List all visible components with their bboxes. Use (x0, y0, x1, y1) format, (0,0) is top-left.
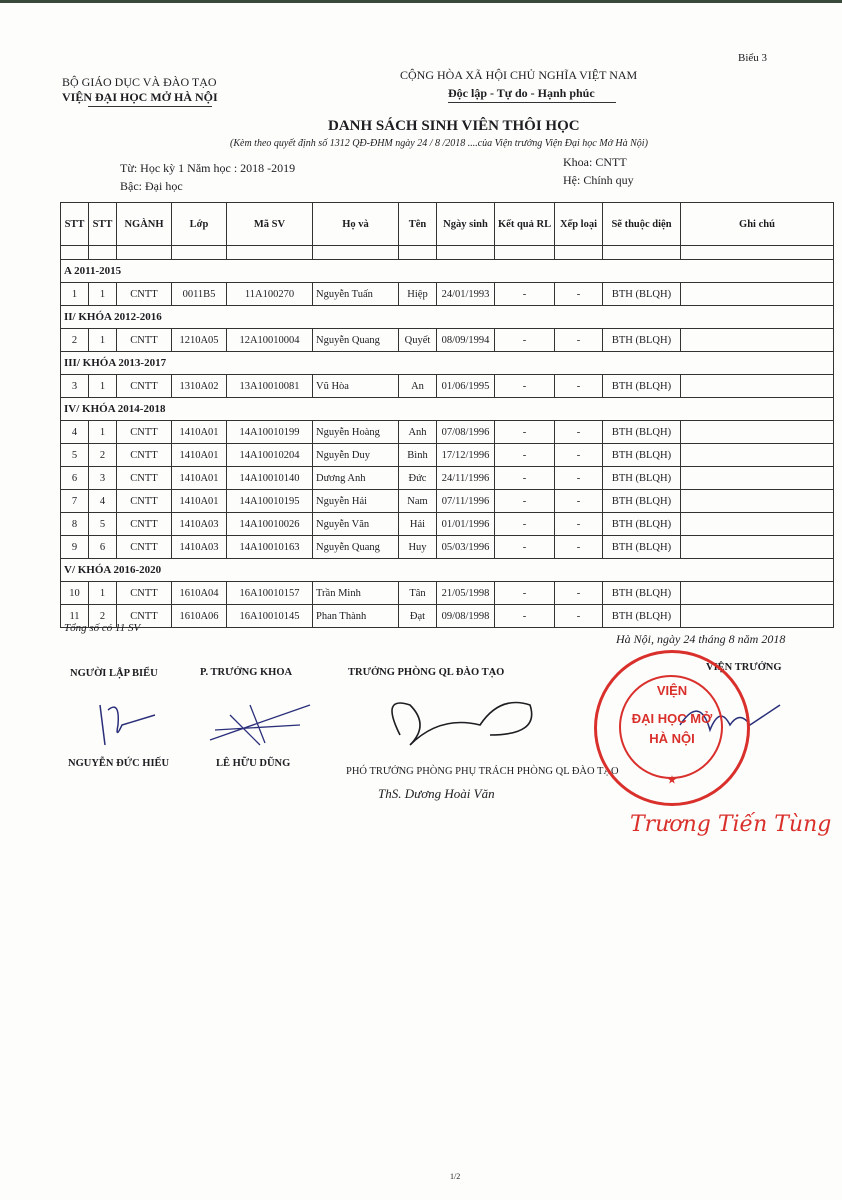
spacer-row (61, 246, 834, 260)
document-title: DANH SÁCH SINH VIÊN THÔI HỌC (328, 118, 580, 134)
column-header: STT (89, 203, 117, 246)
table-cell: 07/08/1996 (437, 421, 495, 444)
preparer-title: NGƯỜI LẬP BIỂU (70, 668, 158, 679)
table-cell: CNTT (117, 444, 172, 467)
table-cell: BTH (BLQH) (603, 513, 681, 536)
term-info: Từ: Học kỳ 1 Năm học : 2018 -2019 (120, 161, 296, 175)
total-count: Tổng số có 11 SV (64, 622, 141, 634)
table-cell: 1610A06 (172, 605, 227, 628)
table-cell: Phan Thành (313, 605, 399, 628)
section-row (61, 559, 834, 582)
table-cell: - (495, 536, 555, 559)
system-info: Hệ: Chính quy (563, 173, 634, 187)
column-header: Mã SV (227, 203, 313, 246)
form-number: Biểu 3 (738, 52, 768, 64)
table-cell: - (555, 490, 603, 513)
table-row (61, 582, 834, 605)
institute-name: VIỆN ĐẠI HỌC MỞ HÀ NỘI (62, 90, 218, 104)
section-row (61, 352, 834, 375)
section-title: II/ KHÓA 2012-2016 (61, 306, 834, 329)
table-cell: - (495, 329, 555, 352)
table-cell: CNTT (117, 605, 172, 628)
table-cell: 07/11/1996 (437, 490, 495, 513)
column-header: Kết quả RL (495, 203, 555, 246)
table-cell: 1410A01 (172, 467, 227, 490)
table-cell: BTH (BLQH) (603, 536, 681, 559)
table-cell: CNTT (117, 329, 172, 352)
table-row (61, 605, 834, 628)
table-cell: Nguyễn Duy (313, 444, 399, 467)
table-cell: - (495, 444, 555, 467)
table-cell: - (555, 536, 603, 559)
table-cell: 17/12/1996 (437, 444, 495, 467)
table-cell: Nguyễn Quang (313, 329, 399, 352)
table-cell: BTH (BLQH) (603, 375, 681, 398)
table-cell: 1 (89, 375, 117, 398)
table-cell: 14A10010163 (227, 536, 313, 559)
column-header: Lớp (172, 203, 227, 246)
table-cell: 14A10010195 (227, 490, 313, 513)
table-cell: Nam (399, 490, 437, 513)
table-cell: - (555, 467, 603, 490)
table-cell: CNTT (117, 582, 172, 605)
table-cell: 4 (89, 490, 117, 513)
table-cell: 01/01/1996 (437, 513, 495, 536)
table-cell: 21/05/1998 (437, 582, 495, 605)
table-cell: - (555, 582, 603, 605)
table-row (61, 375, 834, 398)
table-cell: 14A10010199 (227, 421, 313, 444)
faculty-info: Khoa: CNTT (563, 155, 627, 169)
table-cell: 7 (61, 490, 89, 513)
table-cell: 16A10010157 (227, 582, 313, 605)
table-cell: Hiệp (399, 283, 437, 306)
column-header: Ghi chú (681, 203, 834, 246)
table-row (61, 283, 834, 306)
table-cell: - (555, 421, 603, 444)
table-cell (681, 421, 834, 444)
table-cell (681, 513, 834, 536)
table-cell: 08/09/1994 (437, 329, 495, 352)
section-title: A 2011-2015 (61, 260, 834, 283)
column-header: Họ và (313, 203, 399, 246)
table-cell: 3 (61, 375, 89, 398)
table-cell: Nguyễn Hải (313, 490, 399, 513)
motto-underline (448, 102, 616, 103)
table-cell: An (399, 375, 437, 398)
table-cell: - (495, 605, 555, 628)
table-cell: 14A10010026 (227, 513, 313, 536)
table-cell: 11A100270 (227, 283, 313, 306)
table-cell: 05/03/1996 (437, 536, 495, 559)
table-cell: BTH (BLQH) (603, 329, 681, 352)
level-info: Bậc: Đại học (120, 179, 183, 193)
table-cell (681, 490, 834, 513)
table-cell (681, 605, 834, 628)
table-cell: Tân (399, 582, 437, 605)
table-cell: 01/06/1995 (437, 375, 495, 398)
table-row (61, 329, 834, 352)
table-cell: BTH (BLQH) (603, 444, 681, 467)
column-header: Ngày sinh (437, 203, 495, 246)
table-cell: Vũ Hòa (313, 375, 399, 398)
table-cell: CNTT (117, 536, 172, 559)
table-cell: 1410A03 (172, 536, 227, 559)
table-cell: 11 (61, 605, 89, 628)
table-cell: Trần Minh (313, 582, 399, 605)
table-cell: 24/01/1993 (437, 283, 495, 306)
table-cell: 2 (61, 329, 89, 352)
table-cell: 6 (89, 536, 117, 559)
section-title: V/ KHÓA 2016-2020 (61, 559, 834, 582)
table-cell: Huy (399, 536, 437, 559)
table-cell: - (495, 467, 555, 490)
director-title: VIỆN TRƯỞNG (706, 662, 782, 673)
table-cell: 2 (89, 444, 117, 467)
table-cell: - (555, 605, 603, 628)
table-cell: CNTT (117, 375, 172, 398)
training-head-title: TRƯỞNG PHÒNG QL ĐÀO TẠO (348, 667, 505, 678)
table-cell: 1 (89, 283, 117, 306)
table-cell: Anh (399, 421, 437, 444)
table-cell: Quyết (399, 329, 437, 352)
table-cell: 14A10010204 (227, 444, 313, 467)
table-cell: 13A10010081 (227, 375, 313, 398)
table-cell: CNTT (117, 283, 172, 306)
table-cell: BTH (BLQH) (603, 582, 681, 605)
table-cell: 4 (61, 421, 89, 444)
official-stamp (594, 650, 750, 806)
table-cell: 8 (61, 513, 89, 536)
deputy-title: PHÓ TRƯỞNG PHÒNG PHỤ TRÁCH PHÒNG QL ĐÀO TẠO (346, 766, 619, 777)
table-cell: 1410A01 (172, 490, 227, 513)
column-header: Sẽ thuộc diện (603, 203, 681, 246)
table-cell: CNTT (117, 490, 172, 513)
table-cell: 1610A04 (172, 582, 227, 605)
table-cell: 6 (61, 467, 89, 490)
table-cell: 5 (61, 444, 89, 467)
column-header: NGÀNH (117, 203, 172, 246)
date-line: Hà Nội, ngày 24 tháng 8 năm 2018 (616, 632, 786, 646)
table-cell: - (555, 283, 603, 306)
table-cell: - (555, 444, 603, 467)
section-title: III/ KHÓA 2013-2017 (61, 352, 834, 375)
table-cell: Nguyễn Hoàng (313, 421, 399, 444)
table-cell: 3 (89, 467, 117, 490)
table-cell: Nguyễn Văn (313, 513, 399, 536)
table-cell: 1 (89, 421, 117, 444)
stamp-star-icon: ★ (667, 775, 677, 786)
column-header: STT (61, 203, 89, 246)
table-cell: 12A10010004 (227, 329, 313, 352)
table-cell: 16A10010145 (227, 605, 313, 628)
page-number: 1/2 (450, 1172, 461, 1181)
scan-top-edge (0, 0, 842, 3)
table-cell: Dương Anh (313, 467, 399, 490)
table-row (61, 490, 834, 513)
table-cell (681, 283, 834, 306)
director-name: Trương Tiến Tùng (630, 812, 832, 837)
table-cell: - (495, 283, 555, 306)
table-cell: BTH (BLQH) (603, 467, 681, 490)
table-cell (681, 375, 834, 398)
institute-underline (88, 106, 212, 107)
table-cell: - (495, 582, 555, 605)
student-table (60, 202, 834, 628)
table-cell: 09/08/1998 (437, 605, 495, 628)
section-row (61, 398, 834, 421)
stamp-line-2: ĐẠI HỌC MỞ (631, 711, 713, 726)
table-cell: 1 (61, 283, 89, 306)
table-cell: Nguyễn Tuấn (313, 283, 399, 306)
table-cell: Nguyễn Quang (313, 536, 399, 559)
table-cell: BTH (BLQH) (603, 605, 681, 628)
table-cell: BTH (BLQH) (603, 283, 681, 306)
table-cell: 2 (89, 605, 117, 628)
section-row (61, 306, 834, 329)
dean-name: LÊ HỮU DŨNG (216, 758, 291, 769)
table-cell: BTH (BLQH) (603, 421, 681, 444)
table-cell: 1410A01 (172, 444, 227, 467)
preparer-name: NGUYỄN ĐỨC HIẾU (68, 758, 170, 769)
table-row (61, 421, 834, 444)
table-cell (681, 444, 834, 467)
document-subtitle: (Kèm theo quyết định số 1312 QĐ-ĐHM ngày 24 / 8 /2018 ....của Viện trưởng Viện Đại học Mở Hà Nội) (230, 138, 648, 149)
table-cell: - (495, 375, 555, 398)
table-cell (681, 467, 834, 490)
table-cell: CNTT (117, 513, 172, 536)
ministry-name: BỘ GIÁO DỤC VÀ ĐÀO TẠO (62, 75, 217, 89)
section-title: IV/ KHÓA 2014-2018 (61, 398, 834, 421)
table-cell (681, 329, 834, 352)
table-cell: 10 (61, 582, 89, 605)
table-cell: 1 (89, 582, 117, 605)
deputy-name: ThS. Dương Hoài Văn (378, 786, 495, 801)
country-name: CỘNG HÒA XÃ HỘI CHỦ NGHĨA VIỆT NAM (400, 68, 638, 82)
table-cell: 1310A02 (172, 375, 227, 398)
table-cell: 14A10010140 (227, 467, 313, 490)
table-cell (681, 536, 834, 559)
motto: Độc lập - Tự do - Hạnh phúc (448, 86, 595, 100)
table-cell: - (495, 421, 555, 444)
table-row (61, 444, 834, 467)
table-cell: 0011B5 (172, 283, 227, 306)
table-cell: 5 (89, 513, 117, 536)
table-cell: - (555, 375, 603, 398)
table-cell: 9 (61, 536, 89, 559)
table-cell: - (495, 513, 555, 536)
section-row (61, 260, 834, 283)
table-cell: 24/11/1996 (437, 467, 495, 490)
table-cell: Đức (399, 467, 437, 490)
table-cell: Bình (399, 444, 437, 467)
table-cell: - (495, 490, 555, 513)
table-cell: Đạt (399, 605, 437, 628)
table-cell: 1 (89, 329, 117, 352)
stamp-line-1: VIỆN (656, 683, 688, 698)
table-cell: 1410A03 (172, 513, 227, 536)
table-header-row (61, 203, 834, 246)
column-header: Tên (399, 203, 437, 246)
table-row (61, 467, 834, 490)
table-row (61, 513, 834, 536)
table-cell: CNTT (117, 467, 172, 490)
table-cell: BTH (BLQH) (603, 490, 681, 513)
table-cell: 1210A05 (172, 329, 227, 352)
dean-title: P. TRƯỞNG KHOA (200, 667, 293, 678)
stamp-line-3: HÀ NỘI (649, 731, 695, 746)
table-cell: 1410A01 (172, 421, 227, 444)
table-cell: Hải (399, 513, 437, 536)
table-cell: - (555, 329, 603, 352)
column-header: Xếp loại (555, 203, 603, 246)
table-row (61, 536, 834, 559)
table-cell: CNTT (117, 421, 172, 444)
table-cell: - (555, 513, 603, 536)
table-cell (681, 582, 834, 605)
